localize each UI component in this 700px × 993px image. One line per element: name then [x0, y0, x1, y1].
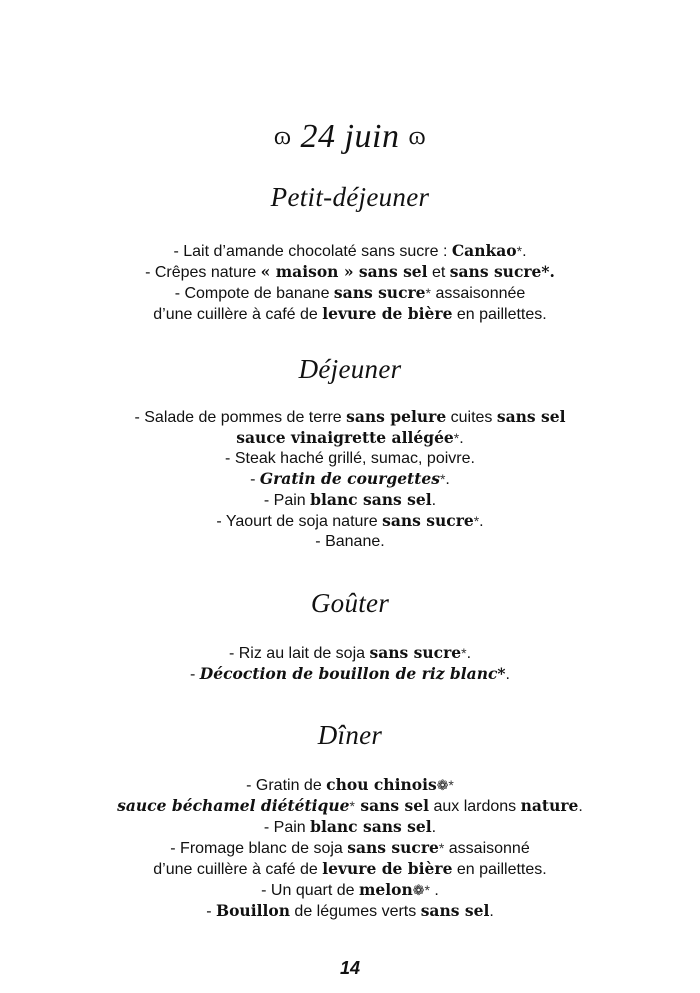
section-title: Goûter [310, 588, 390, 618]
section-gouter [0, 588, 700, 685]
bold-text: *. [541, 262, 555, 281]
meal-line [0, 490, 700, 511]
asterisk: * [425, 285, 431, 301]
bold-text: Cankao [451, 241, 517, 260]
bold-text: blanc sans sel [310, 490, 432, 509]
bold-text: melon [358, 880, 413, 899]
meal-line [0, 428, 700, 449]
text: - [206, 903, 216, 920]
text: - [190, 666, 200, 683]
asterisk: * [473, 513, 480, 529]
asterisk: * [424, 882, 430, 898]
bold-text: sans sucre [382, 511, 474, 530]
bold-text: Bouillon [215, 901, 290, 920]
asterisk: * [349, 798, 355, 814]
text: - Yaourt de soja nature [216, 513, 383, 530]
text: . [578, 798, 583, 815]
section-title: Dîner [317, 720, 383, 750]
ornament-right-icon: ɷ [408, 121, 427, 150]
text: - Pain [263, 819, 311, 836]
bold-text: sauce vinaigrette allégée [236, 428, 454, 447]
text: . [489, 903, 494, 920]
bold-text: sans sucre [369, 643, 462, 662]
text: - Riz au lait de soja [228, 645, 370, 662]
text: en paillettes. [452, 306, 547, 323]
text: - Steak haché grillé, sumac, poivre. [225, 450, 475, 467]
meal-line [0, 511, 700, 532]
bold-text: blanc sans sel [310, 817, 432, 836]
text: cuites [446, 409, 497, 426]
page-number: 14 [339, 958, 361, 978]
bold-italic-text: Gratin de courgettes [259, 469, 440, 488]
text: aux lardons [429, 798, 521, 815]
bold-text: levure de bière [322, 859, 453, 878]
text: . [522, 243, 527, 260]
meal-line [0, 838, 700, 859]
bold-text: sans sucre [347, 838, 439, 857]
text: et [427, 264, 450, 281]
bold-text: sans pelure [346, 407, 447, 426]
asterisk: * [438, 840, 445, 856]
bold-text: sans sucre [449, 262, 542, 281]
asterisk: * [461, 645, 467, 661]
section-dejeuner [0, 354, 700, 552]
meal-line [0, 643, 700, 664]
meal-lines [0, 643, 700, 685]
ornament-left-icon: ɷ [273, 121, 292, 150]
meal-lines [0, 407, 700, 552]
meal-lines [0, 241, 700, 325]
text: - Fromage blanc de soja [170, 840, 348, 857]
asterisk: * [453, 430, 460, 446]
text: - Un quart de [261, 882, 359, 899]
meal-line [0, 901, 700, 922]
text: . [466, 645, 472, 662]
text: - Compote de banane [174, 285, 334, 302]
bold-text: nature [520, 796, 579, 815]
asterisk: * [448, 777, 454, 793]
meal-line [0, 304, 700, 325]
text: . [429, 882, 439, 899]
bold-text: sans sel [496, 407, 566, 426]
date-text: 24 juin [300, 118, 400, 155]
text: de légumes verts [289, 903, 421, 920]
bold-text: chou chinois [326, 775, 437, 794]
meal-line [0, 469, 700, 490]
section-title: Petit-déjeuner [270, 182, 430, 212]
meal-line [0, 241, 700, 262]
text: d’une cuillère à café de [153, 306, 323, 323]
asterisk: * [516, 243, 523, 259]
text: assaisonnée [431, 285, 526, 302]
meal-line [0, 664, 700, 685]
meal-line [0, 817, 700, 838]
text: . [445, 471, 450, 488]
meal-line [0, 859, 700, 880]
bold-italic-text: Décoction de bouillon de riz blanc [199, 664, 498, 683]
section-diner [0, 720, 700, 922]
bold-text: sans sel [354, 796, 429, 815]
text: . [431, 492, 437, 509]
date-heading [0, 118, 700, 156]
text: - Pain [263, 492, 311, 509]
meal-line [0, 796, 700, 817]
bold-italic-text: sauce béchamel diététique [117, 796, 350, 815]
meal-line [0, 283, 700, 304]
bold-text: « maison » sans sel [260, 262, 428, 281]
section-title: Déjeuner [298, 354, 402, 384]
asterisk: * [439, 471, 446, 487]
meal-line [0, 407, 700, 428]
text: - Salade de pommes de terre [134, 409, 347, 426]
bold-text: sans sucre [333, 283, 426, 302]
section-petit-dejeuner [0, 182, 700, 325]
bold-text: levure de bière [322, 304, 453, 323]
asterisk: * [497, 664, 506, 683]
text: assaisonné [444, 840, 530, 857]
fruit-icon: ❁ [436, 777, 449, 793]
text: - Gratin de [246, 777, 327, 794]
text: - Crêpes nature [145, 264, 261, 281]
meal-lines [0, 775, 700, 922]
text: - Banane. [315, 533, 385, 550]
text: - [250, 471, 260, 488]
text: . [459, 430, 464, 447]
text: . [505, 666, 510, 683]
meal-line [0, 262, 700, 283]
meal-line [0, 532, 700, 552]
fruit-icon: ❁ [412, 882, 425, 898]
text: . [431, 819, 437, 836]
meal-line [0, 775, 700, 796]
text: . [479, 513, 484, 530]
bold-text: sans sel [420, 901, 490, 920]
text: d’une cuillère à café de [153, 861, 323, 878]
meal-line [0, 449, 700, 469]
text: en paillettes. [452, 861, 547, 878]
meal-line [0, 880, 700, 901]
text: - Lait d’amande chocolaté sans sucre : [173, 243, 452, 260]
